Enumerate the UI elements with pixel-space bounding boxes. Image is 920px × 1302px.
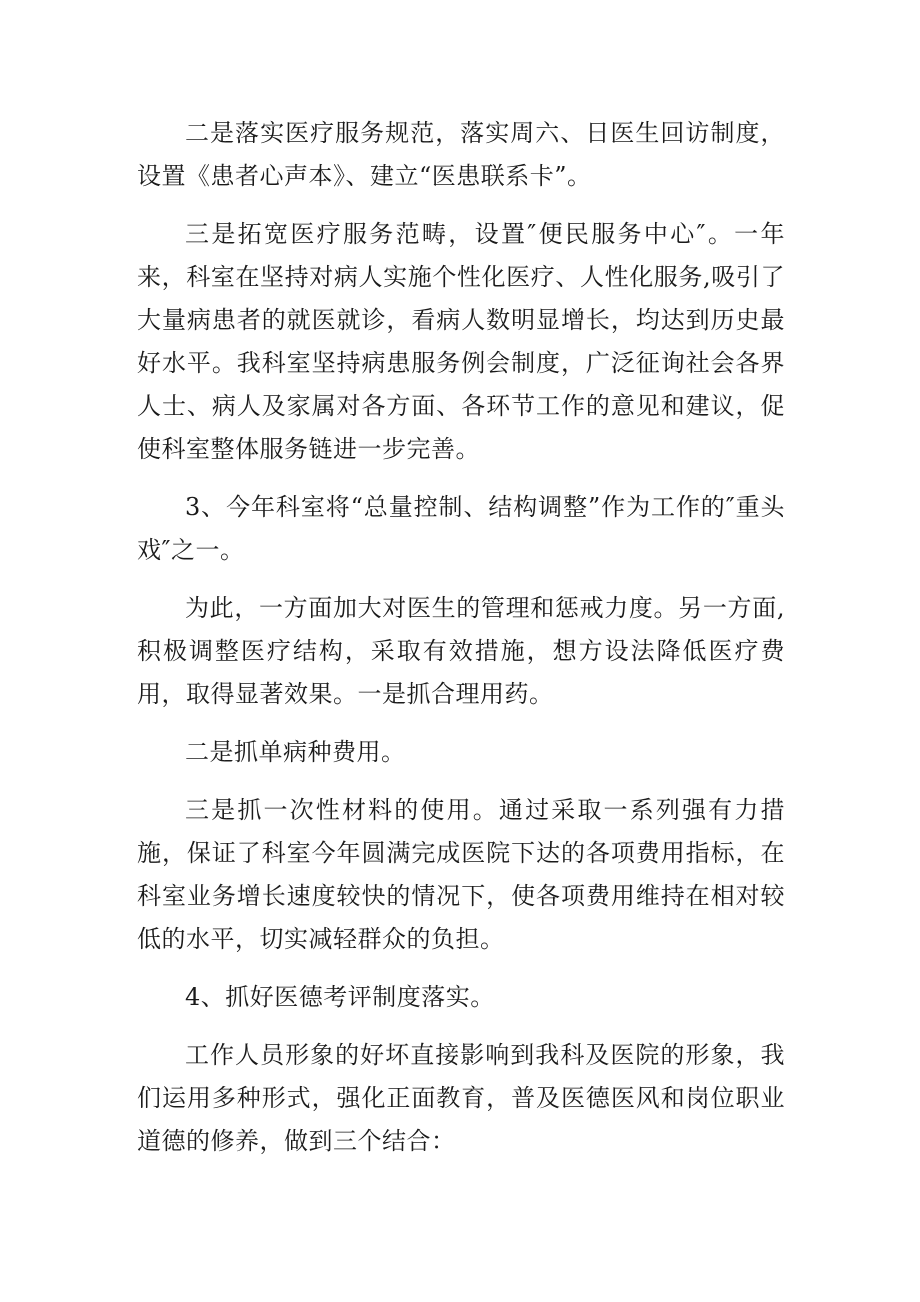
- paragraph-3: 3、今年科室将“总量控制、结构调整”作为工作的″重头戏″之一。: [137, 493, 785, 564]
- paragraph-5: 二是抓单病种费用。: [185, 738, 406, 766]
- paragraph-7: 4、抓好医德考评制度落实。: [185, 983, 495, 1011]
- document-body: [137, 112, 785, 1178]
- paragraph-1: 二是落实医疗服务规范，落实周六、日医生回访制度，设置《患者心声本》、建立“医患联系卡”。: [137, 119, 785, 190]
- paragraph-4: 为此，一方面加大对医生的管理和惩戒力度。另一方面,积极调整医疗结构，采取有效措施，想方设法降低医疗费用，取得显著效果。一是抓合理用药。: [137, 594, 785, 708]
- paragraph-2: 三是拓宽医疗服务范畴，设置″便民服务中心″。一年来，科室在坚持对病人实施个性化医疗、人性化服务,吸引了大量病患者的就医就诊，看病人数明显增长，均达到历史最好水平。我科室坚持病患服务例会制度，广泛征询社会各界人士、病人及家属对各方面、各环节工作的意见和建议，促使科室整体服务链进一步完善。: [137, 220, 785, 463]
- paragraph-6: 三是抓一次性材料的使用。通过采取一系列强有力措施，保证了科室今年圆满完成医院下达的各项费用指标，在科室业务增长速度较快的情况下，使各项费用维持在相对较低的水平，切实减轻群众的负担。: [137, 796, 785, 953]
- paragraph-8: 工作人员形象的好坏直接影响到我科及医院的形象，我们运用多种形式，强化正面教育，普及医德医风和岗位职业道德的修养，做到三个结合：: [137, 1041, 785, 1155]
